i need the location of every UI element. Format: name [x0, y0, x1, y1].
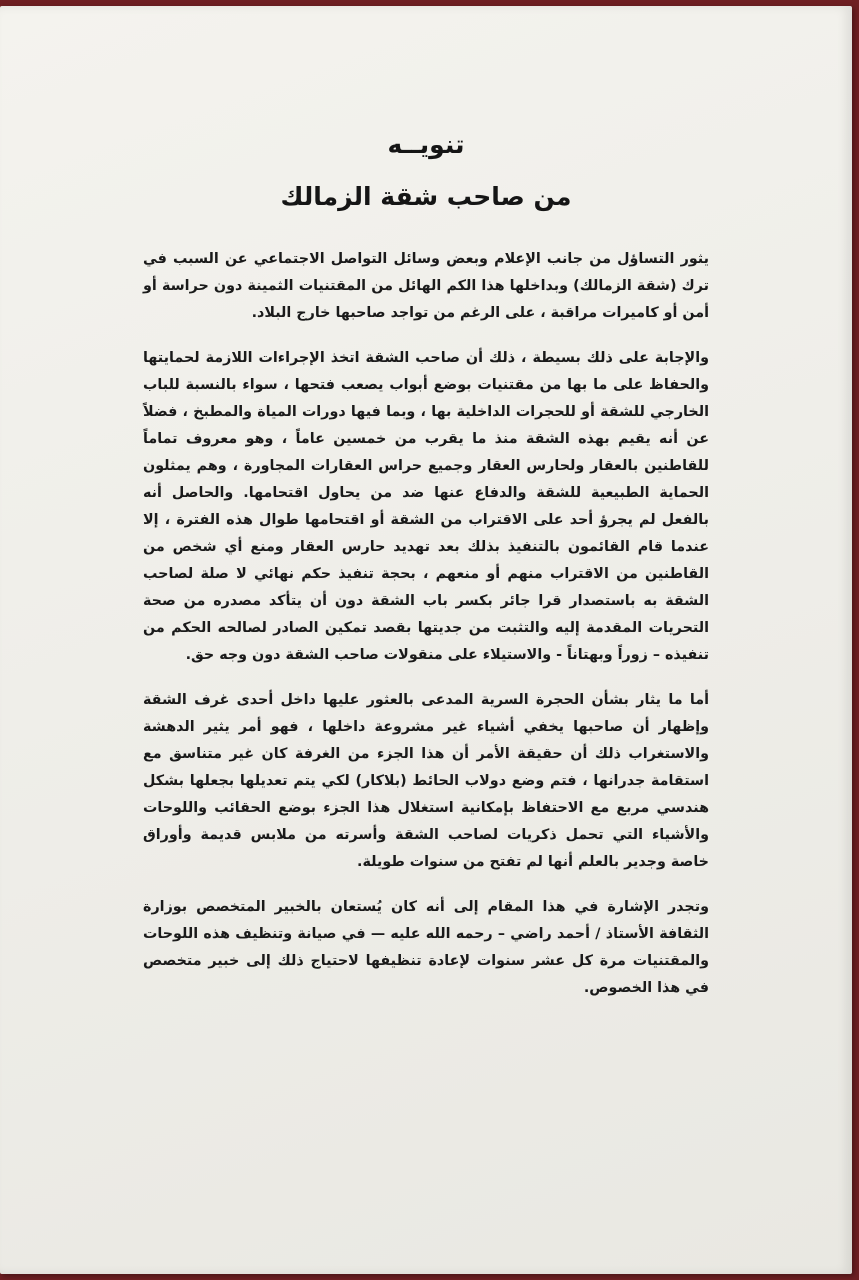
paragraph-expert: وتجدر الإشارة في هذا المقام إلى أنه كان يُستعان بالخبير المتخصص بوزارة الثقافة الأستاذ / أحمد راضي – رحمه الله عليه — في صيانة وتنظيف هذه اللوحات والمقتنيات مرة كل عشر سنوات لإعادة تنظيفها لاحتياج ذلك إلى خبير متخصص في هذا الخصوص. — [143, 899, 709, 996]
document-body — [143, 246, 709, 1002]
page-subtitle: من صاحب شقة الزمالك — [280, 182, 572, 211]
page-title: تنويــه — [387, 130, 465, 159]
paragraph-secret-room: أما ما يثار بشأن الحجرة السرية المدعى بالعثور عليها داخل أحدى غرف الشقة وإظهار أن صاحبها يخفي أشياء غير مشروعة داخلها ، فهو أمر يثير الدهشة والاستغراب ذلك أن حقيقة الأمر أن هذا الجزء من الغرفة كان غير متناسق مع استقامة جدرانها ، فتم وضع دولاب الحائط (بلاكار) لكي يتم تعديلها بجعلها بشكل هندسي مربع مع الاحتفاظ بإمكانية استغلال هذا الجزء بوضع الحقائب واللوحات والأشياء التي تحمل ذكريات لصاحب الشقة وأسرته من ملابس قديمة وأوراق خاصة وجدير بالعلم أنها لم تفتح من سنوات طويلة. — [143, 692, 709, 870]
paragraph-answer: والإجابة على ذلك بسيطة ، ذلك أن صاحب الشقة اتخذ الإجراءات اللازمة لحمايتها والحفاظ على ما بها من مقتنيات بوضع أبواب يصعب فتحها ، سواء بالنسبة للباب الخارجي للشقة أو للحجرات الداخلية بها ، وبما فيها دورات المياة والمطبخ ، فضلاً عن أنه يقيم بهذه الشقة منذ ما يقرب من خمسين عاماً ، وهو معروف تماماً للقاطنين بالعقار ولحارس العقار وجميع حراس العقارات المجاورة ، وهم يمثلون الحماية الطبيعية للشقة والدفاع عنها ضد من يحاول اقتحامها. والحاصل أنه بالفعل لم يجرؤ أحد على الاقتراب من الشقة أو اقتحامها طوال هذه الفترة ، إلا عندما قام القائمون بالتنفيذ بذلك بعد تهديد حارس العقار ومنع أي شخص من القاطنين من الاقتراب منهم أو منعهم ، بحجة تنفيذ حكم نهائي لا صلة لصاحب الشقة به باستصدار قرا جائر بكسر باب الشقة دون أن يتأكد مصدره من صحة التحريات المقدمة إليه والتثبت من جديتها بقصد تمكين الصادر لصالحه الحكم من تنفيذه – زوراً وبهتاناً - والاستيلاء على منقولات صاحب الشقة دون وجه حق. — [143, 350, 709, 663]
paragraph-intro: يثور التساؤل من جانب الإعلام وبعض وسائل التواصل الاجتماعي عن السبب في ترك (شقة الزمالك) وبداخلها هذا الكم الهائل من المقتنيات الثمينة دون حراسة أو أمن أو كاميرات مراقبة ، على الرغم من تواجد صاحبها خارج البلاد. — [143, 251, 709, 321]
heading-block — [0, 126, 852, 216]
document-page — [0, 6, 852, 1274]
